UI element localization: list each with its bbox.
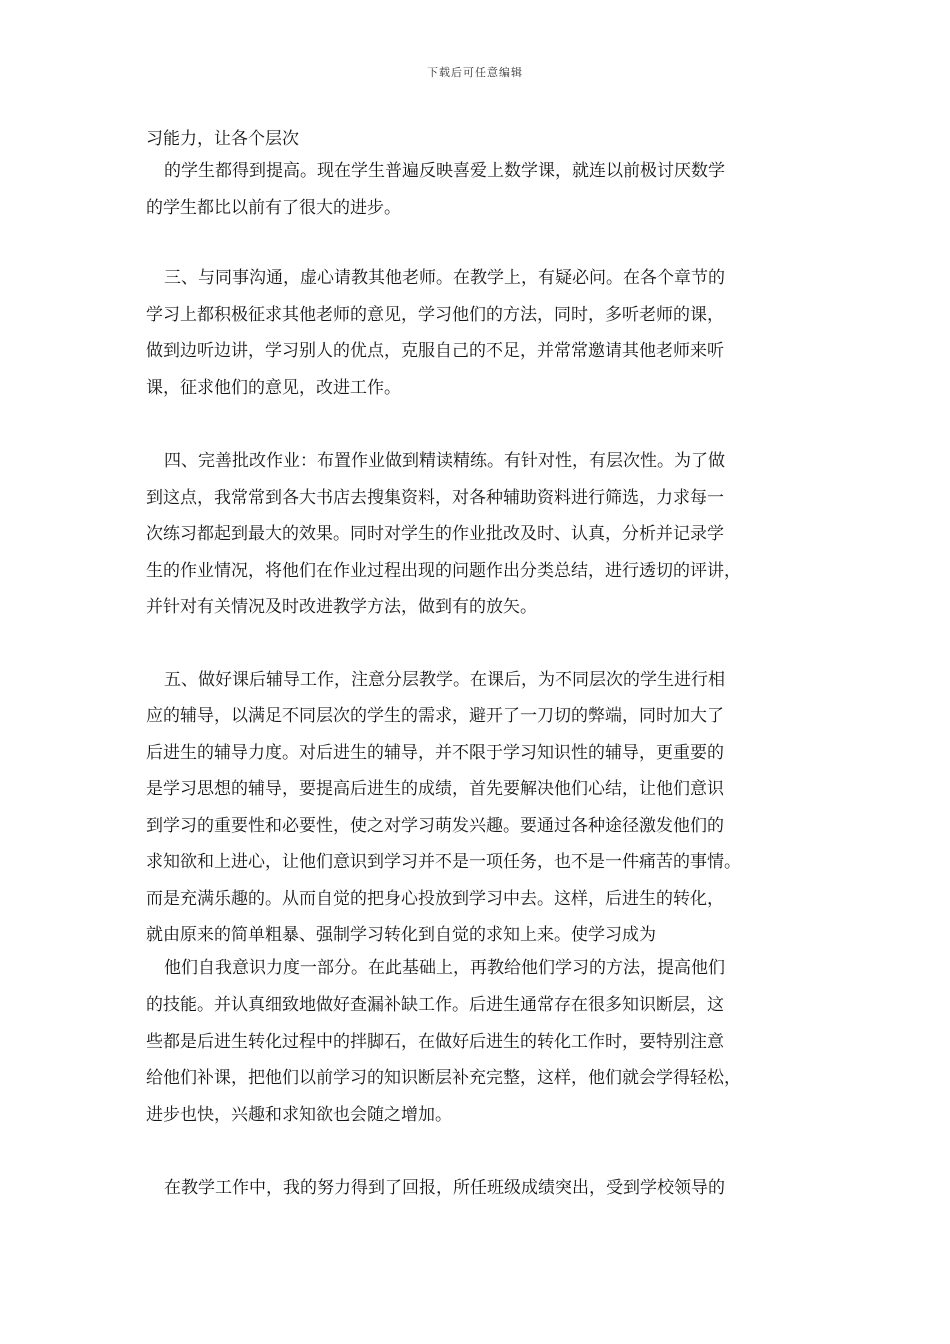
text-line: 在教学工作中，我的努力得到了回报，所任班级成绩突出，受到学校领导的	[164, 1178, 725, 1198]
text-line: 就由原来的简单粗暴、强制学习转化到自觉的求知上来。使学习成为	[146, 925, 656, 945]
text-line: 次练习都起到最大的效果。同时对学生的作业批改及时、认真，分析并记录学	[146, 524, 724, 544]
page-header: 下载后可任意编辑	[427, 66, 523, 79]
text-line: 应的辅导，以满足不同层次的学生的需求，避开了一刀切的弊端，同时加大了	[146, 706, 724, 726]
text-line: 进步也快，兴趣和求知欲也会随之增加。	[146, 1105, 452, 1125]
text-line: 的技能。并认真细致地做好查漏补缺工作。后进生通常存在很多知识断层，这	[146, 995, 724, 1015]
text-line: 并针对有关情况及时改进教学方法，做到有的放矢。	[146, 597, 537, 617]
text-line: 四、完善批改作业：布置作业做到精读精练。有针对性，有层次性。为了做	[164, 451, 725, 471]
text-line: 做到边听边讲，学习别人的优点，克服自己的不足，并常常邀请其他老师来听	[146, 341, 724, 361]
text-line: 五、做好课后辅导工作，注意分层教学。在课后，为不同层次的学生进行相	[164, 670, 725, 690]
text-line: 他们自我意识力度一部分。在此基础上，再教给他们学习的方法，提高他们	[164, 958, 725, 978]
text-line: 习能力，让各个层次	[146, 129, 299, 149]
text-line: 些都是后进生转化过程中的拌脚石，在做好后进生的转化工作时，要特别注意	[146, 1032, 724, 1052]
text-line: 到学习的重要性和必要性，使之对学习萌发兴趣。要通过各种途径激发他们的	[146, 816, 724, 836]
text-line: 而是充满乐趣的。从而自觉的把身心投放到学习中去。这样，后进生的转化，	[146, 889, 724, 909]
text-line: 是学习思想的辅导，要提高后进生的成绩，首先要解决他们心结，让他们意识	[146, 779, 724, 799]
text-line: 课，征求他们的意见，改进工作。	[146, 378, 401, 398]
text-line: 的学生都得到提高。现在学生普遍反映喜爱上数学课，就连以前极讨厌数学	[164, 161, 725, 181]
text-line: 生的作业情况，将他们在作业过程出现的问题作出分类总结，进行透切的评讲，	[146, 561, 741, 581]
text-line: 给他们补课，把他们以前学习的知识断层补充完整，这样，他们就会学得轻松，	[146, 1068, 741, 1088]
text-line: 三、与同事沟通，虚心请教其他老师。在教学上，有疑必问。在各个章节的	[164, 268, 725, 288]
text-line: 学习上都积极征求其他老师的意见，学习他们的方法，同时，多听老师的课，	[146, 305, 724, 325]
text-line: 求知欲和上进心，让他们意识到学习并不是一项任务，也不是一件痛苦的事情。	[146, 852, 741, 872]
text-line: 的学生都比以前有了很大的进步。	[146, 198, 401, 218]
text-line: 后进生的辅导力度。对后进生的辅导，并不限于学习知识性的辅导，更重要的	[146, 743, 724, 763]
text-line: 到这点，我常常到各大书店去搜集资料，对各种辅助资料进行筛选，力求每一	[146, 488, 724, 508]
